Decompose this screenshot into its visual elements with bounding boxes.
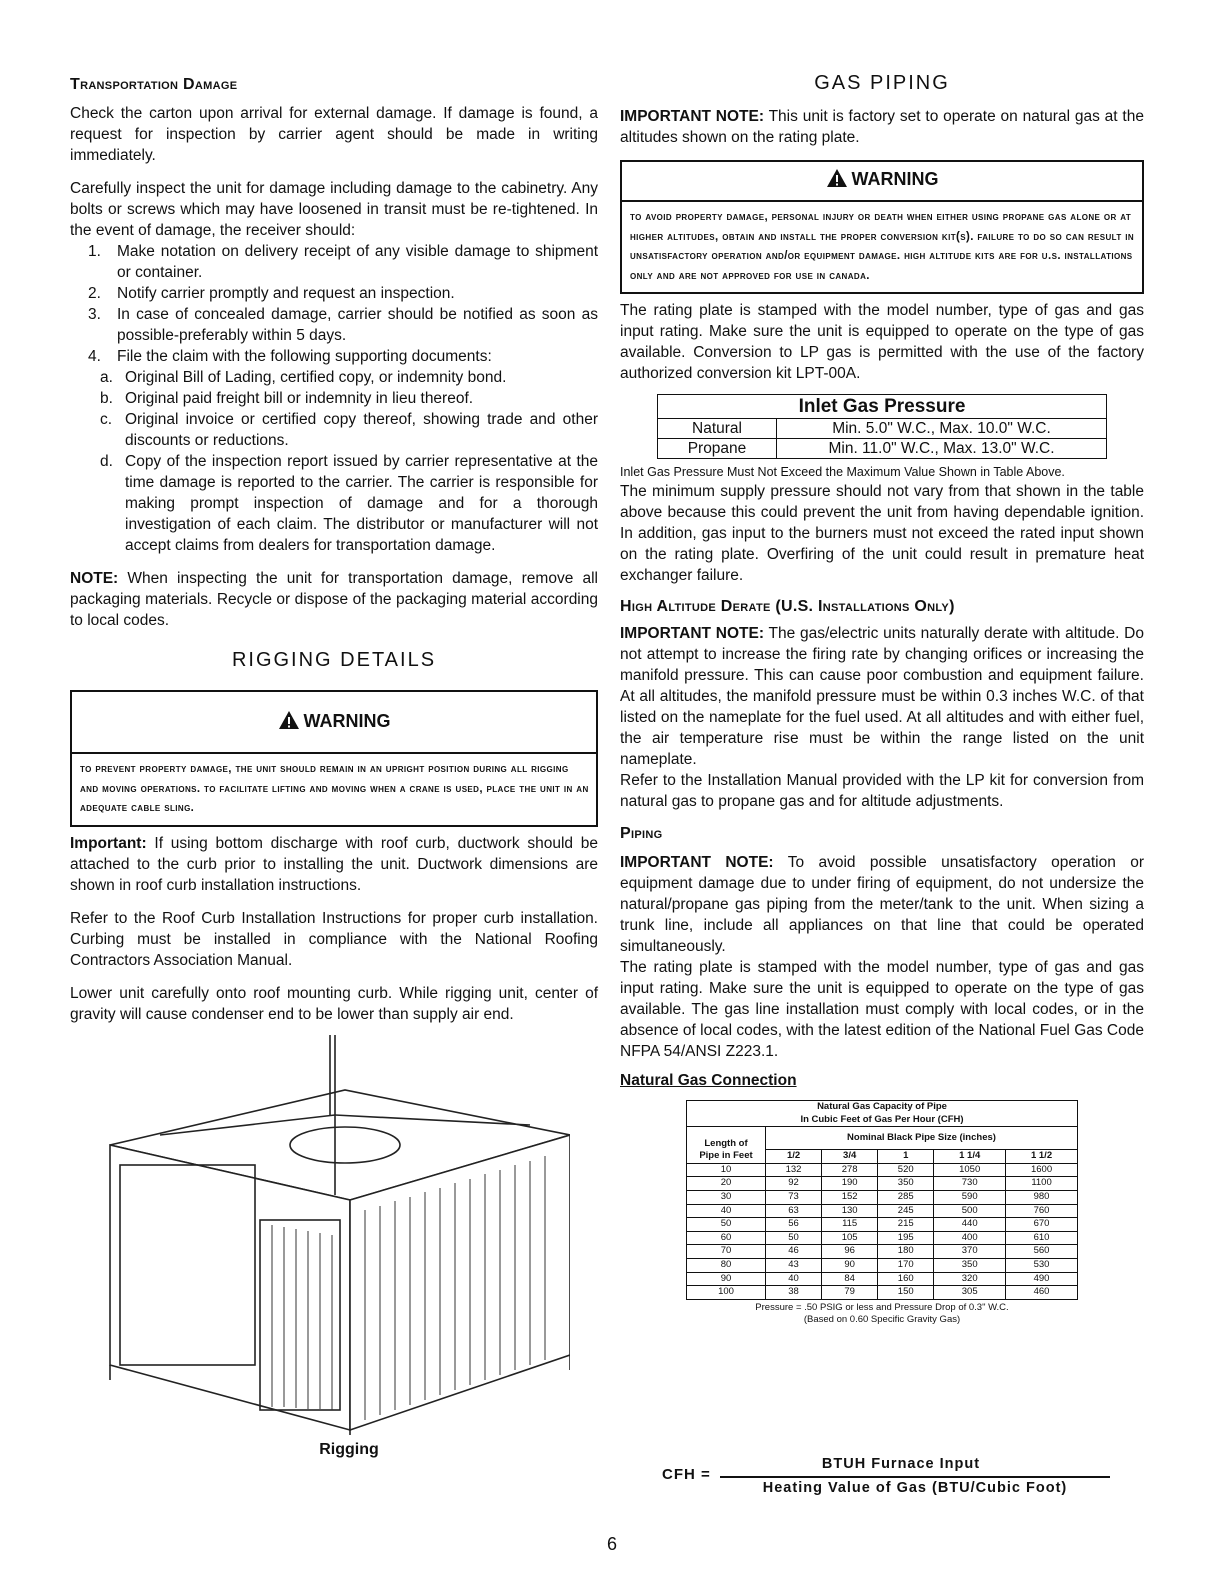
- list-item: b. Original paid freight bill or indemnity in lieu thereof.: [100, 390, 474, 407]
- fraction-bar: [720, 1476, 1110, 1478]
- table-row: Natural Min. 5.0" W.C., Max. 10.0" W.C.: [658, 419, 1107, 439]
- inlet-gas-pressure-table: [657, 394, 1107, 459]
- paragraph: Lower unit carefully onto roof mounting curb. While rigging unit, center of gravity will cause condenser end to be lower than supply air end.: [70, 984, 598, 1023]
- cfh-label: CFH =: [662, 1466, 711, 1483]
- list-item: a. Original Bill of Lading, certified copy, or indemnity bond.: [100, 369, 507, 386]
- list-item: 1. Make notation on delivery receipt of any visible damage to shipment or container.: [88, 243, 598, 281]
- sizes-row: 1/2 3/4 1 1 1/4 1 1/2: [687, 1150, 1078, 1164]
- table-row: 80 43 90 170 350 530: [687, 1258, 1078, 1272]
- table-row: 20 92 190 350 730 1100: [687, 1177, 1078, 1191]
- figure-caption: Rigging: [319, 1440, 379, 1458]
- gas-piping-heading: GAS PIPING: [814, 72, 950, 94]
- warning-triangle-icon: [826, 168, 848, 188]
- transportation-damage-heading: Transportation Damage: [70, 76, 238, 93]
- rigging-details-heading: RIGGING DETAILS: [231, 649, 437, 671]
- paragraph: Check the carton upon arrival for external damage. If damage is found, a request for inspection by carrier agent should be made in writing immediately.: [70, 105, 598, 164]
- table-row: 50 56 115 215 440 670: [687, 1218, 1078, 1232]
- paragraph: Refer to the Roof Curb Installation Instructions for proper curb installation. Curbing must be installed in compliance with the National Roofing Contractors Association Manual.: [70, 909, 598, 969]
- capacity-table-note: Pressure = .50 PSIG or less and Pressure Drop of 0.3" W.C. (Based on 0.60 Specific Gravity Gas): [755, 1301, 1009, 1325]
- cfh-formula: [662, 1456, 1082, 1508]
- important-paragraph: Important: If using bottom discharge with roof curb, ductwork should be attached to the curb prior to installing the unit. Ductwork dimensions are shown in roof curb installation instructions.: [70, 834, 598, 894]
- right-column: [620, 70, 1144, 1326]
- important-note: IMPORTANT NOTE: This unit is factory set to operate on natural gas at the altitudes shown on the rating plate.: [620, 108, 1144, 146]
- table-row: 90 40 84 160 320 490: [687, 1272, 1078, 1286]
- length-header: Length of Pipe in Feet: [687, 1127, 766, 1164]
- left-column: [70, 70, 598, 1459]
- warning-text: to avoid property damage, personal injury or death when either using propane gas alone or at higher altitudes, obtain and install the proper conversion kit(s). failure to do so can result in unsatisfactory operation and/or equipment damage. high altitude kits are for u.s. installations only and are not approved for use in canada.: [630, 211, 1135, 282]
- table-title: Inlet Gas Pressure: [658, 395, 1107, 419]
- page-number: 6: [606, 1534, 617, 1554]
- warning-text: to prevent property damage, the unit should remain in an upright position during all rigging and moving operations. to facilitate lifting and moving when a crane is used, place the unit in an adequate cable sling.: [80, 763, 589, 814]
- cfh-denominator: Heating Value of Gas (BTU/Cubic Foot): [762, 1480, 1068, 1496]
- table-row: 70 46 96 180 370 560: [687, 1245, 1078, 1259]
- table-row: 30 73 152 285 590 980: [687, 1190, 1078, 1204]
- list-item: 4. File the claim with the following supporting documents:: [88, 348, 492, 365]
- table-note: Inlet Gas Pressure Must Not Exceed the Maximum Value Shown in Table Above.: [620, 465, 1065, 479]
- gas-capacity-table: [686, 1100, 1078, 1300]
- warning-triangle-icon: [278, 710, 300, 730]
- piping-heading: Piping: [620, 825, 663, 842]
- rigging-illustration: [100, 1035, 570, 1435]
- table-row: 60 50 105 195 400 610: [687, 1231, 1078, 1245]
- table-title: Natural Gas Capacity of Pipe In Cubic Feet of Gas Per Hour (CFH): [687, 1101, 1078, 1127]
- list-item: 3. In case of concealed damage, carrier should be notified as soon as possible-preferably within 5 days.: [88, 306, 598, 344]
- list-item: c. Original invoice or certified copy thereof, showing trade and other discounts or reductions.: [100, 411, 598, 449]
- important-note: IMPORTANT NOTE: To avoid possible unsatisfactory operation or equipment damage due to under firing of equipment, do not undersize the natural/propane gas piping from the meter/tank to the unit. When sizing a trunk line, include all appliances on that line that could be operated simultaneously.: [620, 854, 1144, 955]
- warning-header: WARNING: [72, 692, 596, 754]
- sub-steps-list: [70, 367, 598, 556]
- paragraph: Carefully inspect the unit for damage including damage to the cabinetry. Any bolts or screws which may have loosened in transit must be re-tightened. In the event of damage, the receiver should:: [70, 180, 598, 239]
- table-row: 10 132 278 520 1050 1600: [687, 1163, 1078, 1177]
- warning-header: WARNING: [622, 162, 1142, 202]
- list-item: 2. Notify carrier promptly and request an inspection.: [88, 285, 455, 302]
- paragraph: The rating plate is stamped with the model number, type of gas and gas input rating. Make sure the unit is equipped to operate on the type of gas available. The gas line installation must comply with local codes, or in the absence of local codes, with the latest edition of the National Fuel Gas Code NFPA 54/ANSI Z223.1.: [620, 959, 1144, 1060]
- gas-warning-box: [620, 160, 1144, 294]
- high-altitude-heading: High Altitude Derate (U.S. Installations Only): [620, 598, 955, 615]
- cfh-numerator: BTUH Furnace Input: [821, 1456, 981, 1472]
- paragraph: Refer to the Installation Manual provided with the LP kit for conversion from natural gas to propane gas and for altitude adjustments.: [620, 772, 1144, 810]
- paragraph: The rating plate is stamped with the model number, type of gas and gas input rating. Make sure the unit is equipped to operate on the type of gas available. Conversion to LP gas is permitted with the use of the factory authorized conversion kit LPT-00A.: [620, 302, 1144, 382]
- note-paragraph: NOTE: When inspecting the unit for transportation damage, remove all packaging materials. Recycle or dispose of the packaging material according to local codes.: [70, 570, 598, 629]
- rigging-warning-box: [70, 690, 598, 827]
- table-row: Propane Min. 11.0" W.C., Max. 13.0" W.C.: [658, 439, 1107, 459]
- paragraph: The minimum supply pressure should not vary from that shown in the table above because this could prevent the unit from having dependable ignition. In addition, gas input to the burners must not exceed the rated input shown on the rating plate. Overfiring of the unit could result in premature heat exchanger failure.: [620, 483, 1144, 584]
- table-row: 40 63 130 245 500 760: [687, 1204, 1078, 1218]
- table-row: 100 38 79 150 305 460: [687, 1286, 1078, 1300]
- natural-gas-connection-heading: Natural Gas Connection: [620, 1072, 797, 1089]
- important-note: IMPORTANT NOTE: The gas/electric units naturally derate with altitude. Do not attempt to increase the firing rate by changing orifices or increasing the manifold pressure. This can cause poor combustion and equipment failure. At all altitudes, the manifold pressure must be within 0.3 inches W.C. of that listed on the nameplate for the fuel used. At all altitudes and with either fuel, the air temperature rise must be within the range listed on the unit nameplate.: [620, 625, 1144, 768]
- size-header: Nominal Black Pipe Size (inches): [766, 1127, 1078, 1150]
- steps-list: [70, 241, 598, 367]
- list-item: d. Copy of the inspection report issued by carrier representative at the time damage is reported to the carrier. The carrier is responsible for making prompt inspection of damage and for a thorough investigation of each claim. The distributor or manufacturer will not accept claims from dealers for transportation damage.: [100, 453, 598, 554]
